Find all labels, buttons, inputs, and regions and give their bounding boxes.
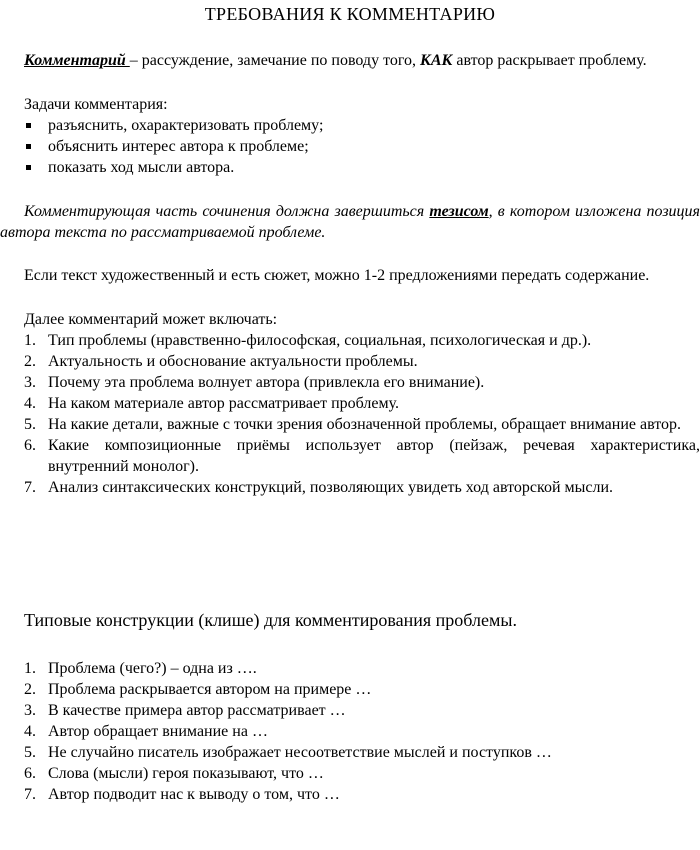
- cliche-item: [0, 721, 700, 742]
- conclusion-paragraph: [0, 201, 700, 243]
- item-text: Тип проблемы (нравственно-философская, социальная, психологическая и др.).: [48, 332, 592, 349]
- may-include-heading: Далее комментарий может включать:: [24, 311, 278, 328]
- cliche-item: [0, 679, 700, 700]
- definition-rest: автор раскрывает проблему.: [452, 52, 647, 69]
- tasks-heading: Задачи комментария:: [24, 96, 168, 113]
- item-number: 3.: [24, 374, 36, 391]
- item-text: В качестве примера автор рассматривает …: [48, 702, 346, 719]
- task-text: объяснить интерес автора к проблеме;: [48, 138, 309, 155]
- cliche-item: [0, 658, 700, 679]
- item-number: 7.: [24, 479, 36, 496]
- bullet-icon: [26, 123, 31, 128]
- item-text: Почему эта проблема волнует автора (привлекла его внимание).: [48, 374, 485, 391]
- item-number: 4.: [24, 395, 36, 412]
- item-number: 2.: [24, 353, 36, 370]
- item-number: 3.: [24, 702, 36, 719]
- include-item: [0, 435, 700, 477]
- tasks-list: [0, 115, 700, 178]
- include-item: [0, 351, 700, 372]
- item-text: Автор подводит нас к выводу о том, что …: [48, 786, 340, 803]
- conclusion-part1: Комментирующая часть сочинения должна завершиться: [24, 203, 430, 220]
- conclusion-thesis: тезисом: [429, 203, 489, 220]
- cliche-item: [0, 742, 700, 763]
- page-title: ТРЕБОВАНИЯ К КОММЕНТАРИЮ: [204, 4, 496, 24]
- item-number: 2.: [24, 681, 36, 698]
- include-item: [0, 414, 700, 435]
- cliche-list: [0, 658, 700, 805]
- plot-note-paragraph: Если текст художественный и есть сюжет, можно 1-2 предложениями передать содержание.: [24, 267, 650, 284]
- cliche-item: [0, 763, 700, 784]
- include-item: [0, 330, 700, 351]
- include-item: [0, 393, 700, 414]
- item-text: Автор обращает внимание на …: [48, 723, 268, 740]
- item-text: Актуальность и обоснование актуальности проблемы.: [48, 353, 418, 370]
- task-text: разъяснить, охарактеризовать проблему;: [48, 117, 324, 134]
- include-item: [0, 372, 700, 393]
- item-number: 1.: [24, 332, 36, 349]
- task-item: [0, 136, 700, 157]
- cliche-item: [0, 700, 700, 721]
- task-text: показать ход мысли автора.: [48, 159, 235, 176]
- item-text: Анализ синтаксических конструкций, позволяющих увидеть ход авторской мысли.: [48, 479, 614, 496]
- item-text: Слова (мысли) героя показывают, что …: [48, 765, 324, 782]
- item-text: На какие детали, важные с точки зрения обозначенной проблемы, обращает внимание автор.: [48, 416, 682, 433]
- item-number: 4.: [24, 723, 36, 740]
- include-item: [0, 477, 700, 498]
- cliche-item: [0, 784, 700, 805]
- item-number: 6.: [24, 765, 36, 782]
- conclusion-part2: , в котором изложена позиция автора текста по рассматриваемой проблеме.: [0, 203, 700, 241]
- definition-term: Комментарий: [24, 52, 130, 69]
- item-number: 6.: [24, 437, 36, 454]
- cliche-heading: Типовые конструкции (клише) для комментирования проблемы.: [24, 610, 517, 630]
- bullet-icon: [26, 144, 31, 149]
- definition-paragraph: [0, 50, 700, 71]
- bullet-icon: [26, 165, 31, 170]
- task-item: [0, 115, 700, 136]
- item-text: Не случайно писатель изображает несоответствие мыслей и поступков …: [48, 744, 552, 761]
- item-text: Проблема (чего?) – одна из ….: [48, 660, 257, 677]
- definition-dash-text: – рассуждение, замечание по поводу того,: [129, 52, 421, 69]
- item-number: 7.: [24, 786, 36, 803]
- item-number: 5.: [24, 744, 36, 761]
- definition-kak: КАК: [420, 52, 453, 69]
- item-number: 5.: [24, 416, 36, 433]
- item-text: Проблема раскрывается автором на примере …: [48, 681, 372, 698]
- item-number: 1.: [24, 660, 36, 677]
- item-text: Какие композиционные приёмы использует автор (пейзаж, речевая характеристика, внутренний монолог).: [48, 437, 700, 475]
- include-list: [0, 330, 700, 498]
- item-text: На каком материале автор рассматривает проблему.: [48, 395, 400, 412]
- task-item: [0, 157, 700, 178]
